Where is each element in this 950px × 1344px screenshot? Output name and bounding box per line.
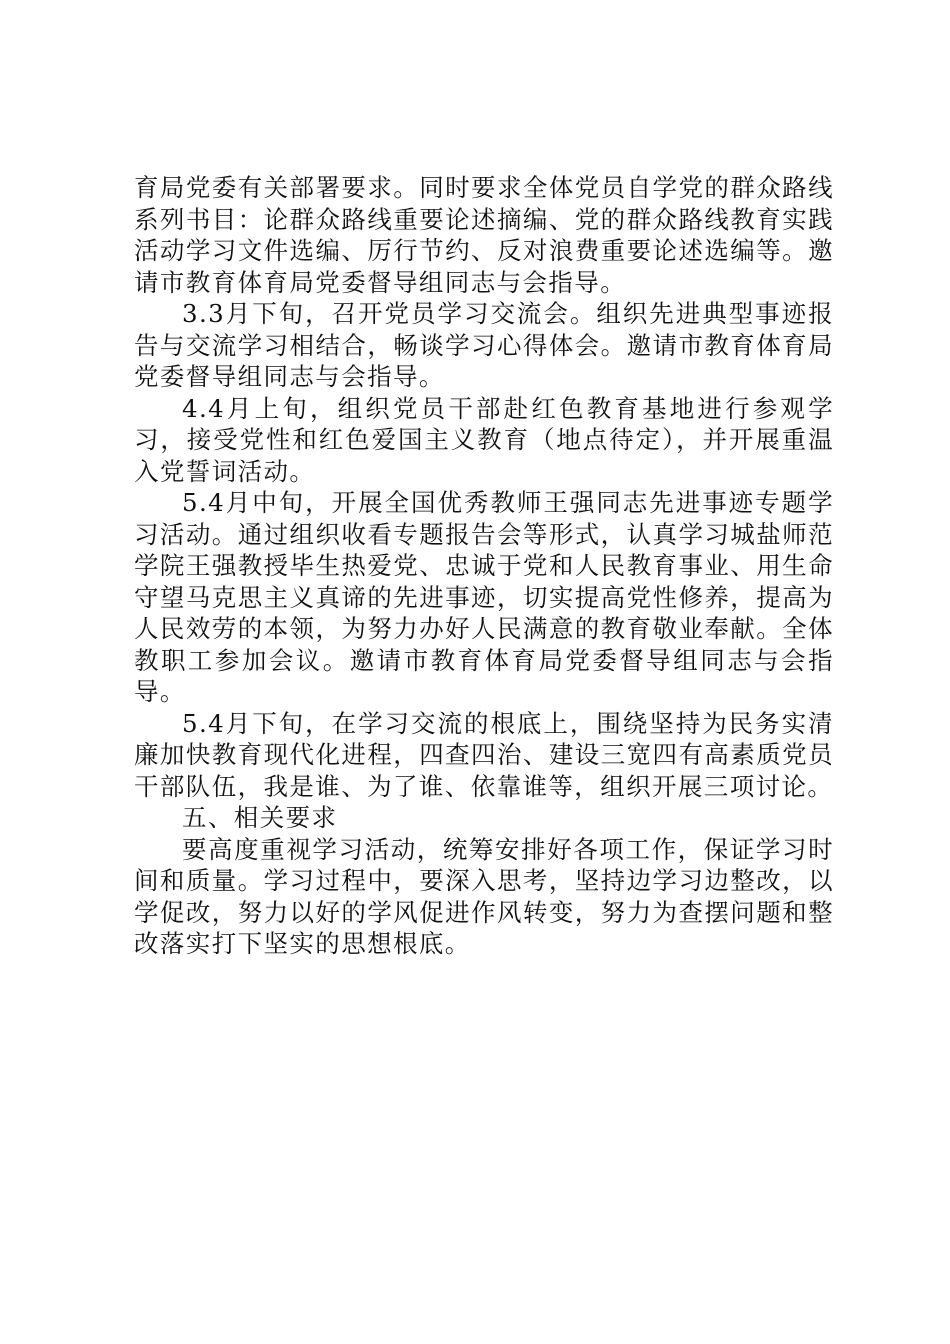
section-heading-requirements: 五、相关要求 xyxy=(182,803,338,832)
document-body xyxy=(134,172,834,960)
paragraph-continuation: 育局党委有关部署要求。同时要求全体党员自学党的群众路线系列书目：论群众路线重要论述摘编、党的群众路线教育实践活动学习文件选编、厉行节约、反对浪费重要论述选编等。邀请市教育体育局党委督导组同志与会指导。 xyxy=(134,173,834,297)
paragraph-item-5-mid-april: 5.4月中旬，开展全国优秀教师王强同志先进事迹专题学习活动。通过组织收看专题报告会等形式，认真学习城盐师范学院王强教授毕生热爱党、忠诚于党和人民教育事业、用生命守望马克思主义真谛的先进事迹，切实提高党性修养，提高为人民效劳的本领，为努力办好人民满意的教育敬业奉献。全体教职工参加会议。邀请市教育体育局党委督导组同志与会指导。 xyxy=(134,488,834,706)
paragraph-item-4: 4.4月上旬，组织党员干部赴红色教育基地进行参观学习，接受党性和红色爱国主义教育（地点待定），并开展重温入党誓词活动。 xyxy=(134,393,834,486)
paragraph-item-5-late-april: 5.4月下旬，在学习交流的根底上，围绕坚持为民务实清廉加快教育现代化进程，四查四治、建设三宽四有高素质党员干部队伍，我是谁、为了谁、依靠谁等，组织开展三项讨论。 xyxy=(134,708,834,801)
paragraph-requirements: 要高度重视学习活动，统筹安排好各项工作，保证学习时间和质量。学习过程中，要深入思考，坚持边学习边整改，以学促改，努力以好的学风促进作风转变，努力为查摆问题和整改落实打下坚实的思想根底。 xyxy=(134,834,834,958)
paragraph-item-3: 3.3月下旬，召开党员学习交流会。组织先进典型事迹报告与交流学习相结合，畅谈学习心得体会。邀请市教育体育局党委督导组同志与会指导。 xyxy=(134,299,834,391)
